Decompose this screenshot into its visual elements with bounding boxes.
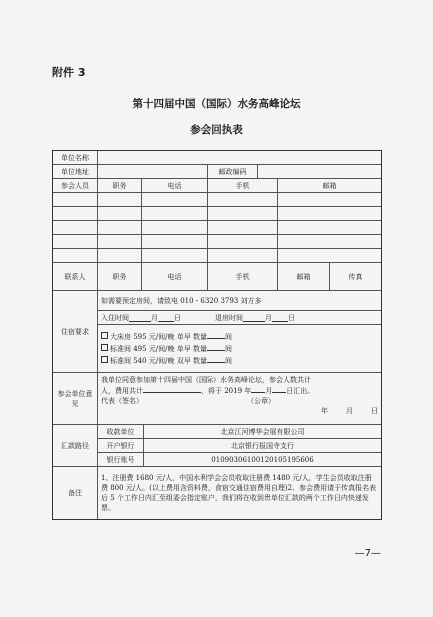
- col-mobile: 手机: [208, 179, 278, 192]
- opinion-line1: 我单位同意参加第十四届中国（国际）水务高峰论坛，参会人数共计: [101, 376, 311, 384]
- room1-checkbox[interactable]: [101, 332, 108, 339]
- col-phone: 电话: [142, 179, 208, 192]
- unit-address-field[interactable]: [98, 165, 208, 178]
- checkout-day-field[interactable]: [272, 314, 288, 322]
- payee-value: 北京江河博华会展有限公司: [220, 427, 305, 436]
- room2-checkbox[interactable]: [101, 344, 108, 351]
- lodging-content: [98, 291, 381, 372]
- room3-checkbox[interactable]: [101, 356, 108, 363]
- checkin-month-field[interactable]: [129, 314, 151, 322]
- account-value: 01090306100120105195606: [211, 455, 314, 464]
- unit-name-label: 单位名称: [53, 151, 98, 164]
- attendee-row[interactable]: [53, 235, 381, 249]
- checkin-month-unit: 月: [151, 313, 158, 322]
- room-option: 大床房 595 元/间/晚 单早 数量 间: [101, 331, 232, 343]
- fee-field[interactable]: [143, 385, 201, 393]
- checkin-label: 入住时间: [101, 313, 129, 322]
- payee-row: 收款单位 北京江河博华会展有限公司: [98, 425, 381, 439]
- opinion-label: 参会单位意见: [53, 373, 98, 424]
- bank-value: 北京银行报国寺支行: [231, 441, 294, 450]
- lodging-label: 住宿要求: [53, 291, 98, 372]
- page-subtitle: 参会回执表: [190, 124, 243, 136]
- lodging-row: [53, 291, 381, 373]
- seal-label: （公章）: [247, 397, 275, 405]
- lodging-dates: [98, 311, 381, 325]
- contact-col-fax: 传真: [348, 272, 363, 281]
- remarks-text: 1、注册费 1680 元/人，中国水利学会会员收取注册费 1480 元/人，学生会员收取注册费 800 元/人。(以上费用含资料费，食宿交通住宿费用自理)2、参会费用请于传真报名表后 5 个工作日内汇至组委会指定账户，我们将在收到贵单位汇款的两个工作日内快递发票。: [101, 474, 377, 512]
- attendee-row[interactable]: [53, 207, 381, 221]
- postcode-label: 邮政编码: [208, 165, 258, 178]
- attendees-header-row: [53, 179, 381, 193]
- room-option: 标准间 495 元/间/晚 单早 数量 间: [101, 343, 232, 355]
- bank-row: 开户银行 北京银行报国寺支行: [98, 439, 381, 453]
- opinion-content: 我单位同意参加第十四届中国（国际）水务高峰论坛，参会人数共计 人，费用共计 ，将于 2019 年 月 日汇出。 代表（签名） （公章） 年 月 日: [101, 376, 378, 415]
- checkin-day-unit: 日: [174, 313, 181, 322]
- checkout-day-unit: 日: [288, 313, 295, 322]
- col-position: 职务: [98, 179, 142, 192]
- contact-col-mobile: 手机: [208, 263, 278, 290]
- contact-col-email: 邮箱: [278, 263, 330, 290]
- account-row: 银行账号 01090306100120105195606: [98, 453, 381, 466]
- lodging-note: 如需要预定房间，请致电 010 - 6320 3793 刘方多: [98, 291, 381, 311]
- unit-name-row: [53, 151, 381, 165]
- page-title: 第十四届中国（国际）水务高峰论坛: [132, 98, 301, 110]
- remit-label: 汇款路径: [53, 425, 98, 466]
- attendee-row[interactable]: [53, 193, 381, 207]
- col-email: 邮箱: [322, 181, 337, 190]
- contact-label: 联系人: [53, 263, 98, 290]
- contact-row: [53, 263, 381, 291]
- attendee-row[interactable]: [53, 221, 381, 235]
- remarks-label: 备注: [53, 467, 98, 519]
- contact-col-position: 职务: [98, 263, 142, 290]
- remarks-row: [53, 467, 381, 519]
- contact-col-phone: 电话: [142, 263, 208, 290]
- checkout-month-field[interactable]: [243, 314, 265, 322]
- sign-label: 代表（签名）: [101, 397, 143, 405]
- checkout-month-unit: 月: [265, 313, 272, 322]
- checkin-day-field[interactable]: [158, 314, 174, 322]
- registration-form: [52, 150, 382, 520]
- postcode-field[interactable]: [258, 165, 381, 178]
- unit-address-row: [53, 165, 381, 179]
- remit-row: [53, 425, 381, 467]
- opinion-row: [53, 373, 381, 425]
- unit-name-field[interactable]: [98, 151, 381, 164]
- attendee-row[interactable]: [53, 249, 381, 263]
- page-number: —7—: [354, 548, 381, 559]
- attendees-label: 参会人员: [53, 179, 98, 192]
- unit-address-label: 单位地址: [53, 165, 98, 178]
- room-option: 标准间 540 元/间/晚 双早 数量 间: [101, 355, 232, 367]
- checkout-label: 退房时间: [215, 313, 243, 322]
- attachment-label: 附件 3: [52, 66, 86, 79]
- room-options: [98, 325, 381, 372]
